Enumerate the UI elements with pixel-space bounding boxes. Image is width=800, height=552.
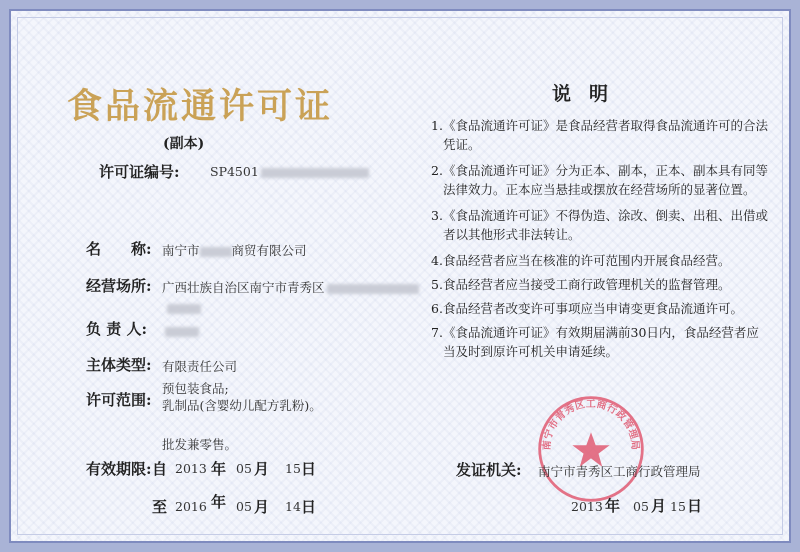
validity-to-word: 至 [152,498,168,516]
validity-to-month-unit: 月 [254,498,270,516]
redacted-block [200,247,232,257]
validity-from-year: 2013 [175,461,207,476]
redacted-block [165,327,199,337]
issue-month: 05 [633,499,649,514]
validity-label: 有效期限: [86,460,152,478]
validity-from-month: 05 [236,461,252,476]
certificate-title: 食品流通许可证 [67,86,334,127]
validity-to-day: 14 [285,499,301,514]
entity-type-value: 有限责任公司 [162,359,238,374]
license-no-value [210,164,369,179]
name-label: 名 称: [86,240,152,258]
seal-text: 南宁市青秀区工商行政管理局 [541,398,641,451]
explanation-item: 4. 食品经营者应当在核准的许可范围内开展食品经营。 [431,253,731,268]
explanation-item: 3. 《食品流通许可证》不得伪造、涂改、倒卖、出租、出借或者以其他形式非法转让。 [431,208,769,242]
license-no-label: 许可证编号: [99,163,180,181]
official-seal-stamp [535,393,647,505]
scope-label: 许可范围: [86,391,152,409]
redacted-block [261,168,369,178]
license-no-prefix: SP4501 [210,164,259,179]
explanation-item: 6. 食品经营者改变许可事项应当申请变更食品流通许可。 [431,301,744,316]
issue-year-unit: 年 [605,497,621,515]
scope-line-3: 批发兼零售。 [162,437,238,452]
name-value-suffix: 商贸有限公司 [231,243,307,258]
issue-month-unit: 月 [651,497,667,515]
address-value-text: 广西壮族自治区南宁市青秀区 [162,280,325,295]
validity-to-day-unit: 日 [301,498,317,516]
validity-from-word: 自 [152,460,168,478]
owner-label: 负 责 人: [86,320,147,338]
validity-to-year-unit: 年 [211,493,227,511]
issue-year: 2013 [571,499,603,514]
name-value [162,241,307,259]
explanation-title: 说明 [552,83,627,105]
issue-day-unit: 日 [687,497,703,515]
issuer-value: 南宁市青秀区工商行政管理局 [538,464,701,479]
owner-value [165,321,199,340]
explanation-item: 5. 食品经营者应当接受工商行政管理机关的监督管理。 [431,277,731,292]
validity-to-month: 05 [236,499,252,514]
validity-from-year-unit: 年 [211,460,227,478]
scope-line-1: 预包装食品; [162,381,229,396]
explanation-item: 2. 《食品流通许可证》分为正本、副本，正本、副本具有同等法律效力。正本应当悬挂或摆放在经营场所的显著位置。 [431,163,769,197]
scope-line-2: 乳制品(含婴幼儿配方乳粉)。 [162,398,322,413]
address-label: 经营场所: [86,277,152,295]
redacted-block [167,304,201,314]
validity-from-day: 15 [285,461,301,476]
certificate-frame [9,9,791,543]
issuer-label: 发证机关: [456,461,522,479]
entity-type-label: 主体类型: [86,356,152,374]
issue-day: 15 [670,499,686,514]
validity-to-year: 2016 [175,499,207,514]
explanation-item: 1. 《食品流通许可证》是食品经营者取得食品流通许可的合法凭证。 [431,118,769,152]
validity-from-day-unit: 日 [301,460,317,478]
address-line2 [167,298,201,317]
explanation-list [431,116,769,361]
explanation-item: 7. 《食品流通许可证》有效期届满前30日内，食品经营者应当及时到原许可机关申请延续。 [431,325,759,359]
validity-from-month-unit: 月 [254,460,270,478]
address-value [162,278,419,296]
name-value-prefix: 南宁市 [162,243,200,258]
certificate-subtitle: (副本) [163,136,205,152]
redacted-block [327,284,419,294]
